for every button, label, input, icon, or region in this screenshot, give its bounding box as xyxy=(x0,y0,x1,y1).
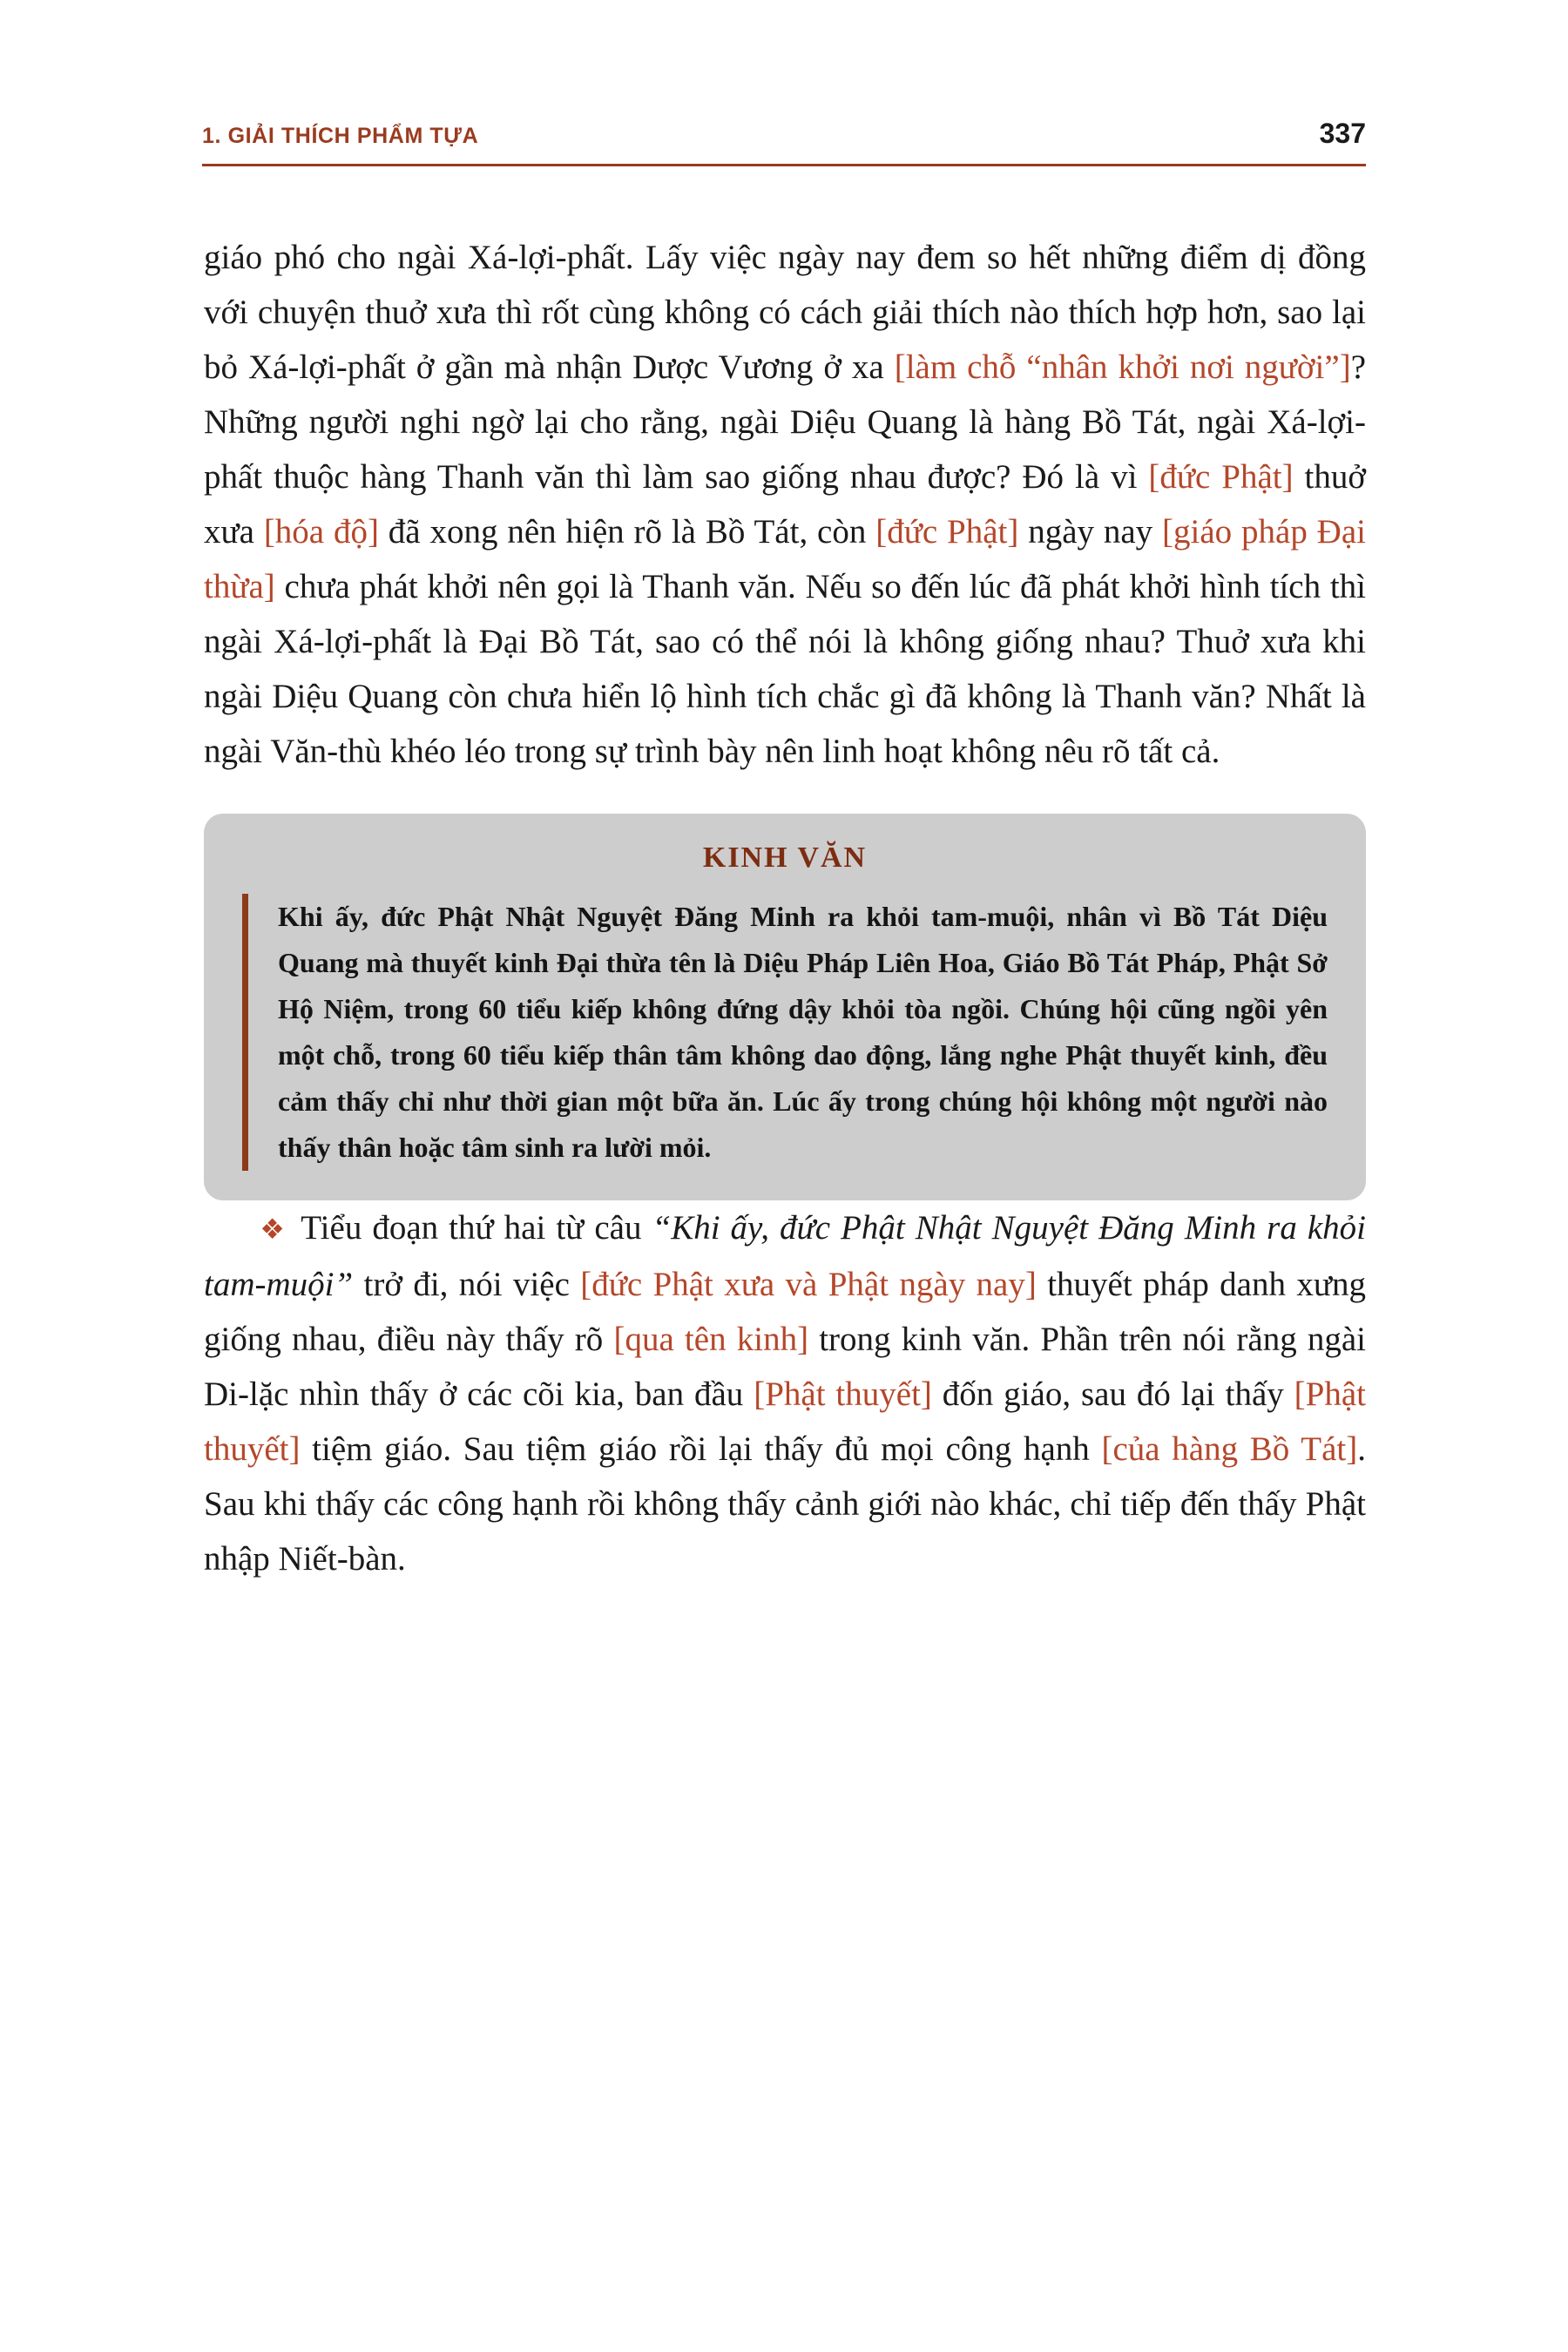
sutra-body-text: Khi ấy, đức Phật Nhật Nguyệt Đăng Minh ra khỏi tam-muội, nhân vì Bồ Tát Diệu Quang mà thuyết kinh Đại thừa tên là Diệu Pháp Liên Hoa, Giáo Bồ Tát Pháp, Phật Sở Hộ Niệm, trong 60 tiểu kiếp không đứng dậy khỏi tòa ngồi. Chúng hội cũng ngồi yên một chỗ, trong 60 tiểu kiếp thân tâm không dao động, lắng nghe Phật thuyết kinh, đều cảm thấy chỉ như thời gian một bữa ăn. Lúc ấy trong chúng hội không một người nào thấy thân hoặc tâm sinh ra lười mỏi. xyxy=(278,901,1328,1163)
para1-bracket-1: [làm chỗ “nhân khởi nơi người”] xyxy=(894,348,1351,386)
para2-bracket-5: [của hàng Bồ Tát] xyxy=(1101,1430,1358,1468)
para2-bracket-1: [đức Phật xưa và Phật ngày nay] xyxy=(580,1266,1037,1303)
para2-seg-m: . Sau khi thấy các công hạnh rồi không thấy cảnh giới nào khác, chỉ tiếp đến thấy Phật nhập Niết-bàn. xyxy=(204,1430,1366,1578)
sutra-box-title: KINH VĂN xyxy=(702,841,868,874)
para2-seg-g: trong kinh văn. Phần trên nói rằng ngài Di-lặc nhìn thấy ở các cõi kia, ban đầu xyxy=(204,1321,1366,1413)
para2-seg-c: trở đi, nói việc xyxy=(353,1266,581,1303)
para1-seg-e: thuở xưa xyxy=(204,458,1366,551)
para2-bracket-2: [qua tên kinh] xyxy=(613,1321,809,1358)
para2-seg-i: đốn giáo, sau đó lại thấy xyxy=(931,1375,1294,1413)
header-divider xyxy=(202,164,1366,166)
page-number: 337 xyxy=(1319,118,1366,149)
sutra-accent-bar xyxy=(242,894,248,1171)
para1-bracket-5: [giáo pháp Đại thừa] xyxy=(204,513,1366,605)
para1-bracket-2: [đức Phật] xyxy=(1148,458,1294,496)
diamond-bullet-icon: ❖ xyxy=(258,1213,287,1245)
para1-seg-a: giáo phó cho ngài Xá-lợi-phất. Lấy việc ngày nay đem so hết những điểm dị đồng với chuyện thuở xưa thì rốt cùng không có cách giải thích nào thích hợp hơn, sao lại bỏ Xá-lợi-phất ở gần mà nhận Dược Vương ở xa xyxy=(204,239,1366,386)
para2-seg-e: thuyết pháp danh xưng giống nhau, điều này thấy rõ xyxy=(204,1266,1366,1358)
para2-quote: “Khi ấy, đức Phật Nhật Nguyệt Đăng Minh ra khỏi tam-muội” xyxy=(204,1209,1367,1303)
para2-bracket-3: [Phật thuyết] xyxy=(754,1375,932,1413)
para1-seg-c: ? Những người nghi ngờ lại cho rằng, ngài Diệu Quang là hàng Bồ Tát, ngài Xá-lợi-phất thuộc hàng Thanh văn thì làm sao giống nhau được? Đó là vì xyxy=(204,348,1366,496)
para1-bracket-4: [đức Phật] xyxy=(875,513,1019,551)
running-head-title: 1. GIẢI THÍCH PHẨM TỰA xyxy=(202,124,479,148)
para1-bracket-3: [hóa độ] xyxy=(263,513,379,551)
para1-seg-g: đã xong nên hiện rõ là Bồ Tát, còn xyxy=(378,513,876,551)
para2-seg-a: Tiểu đoạn thứ hai từ câu xyxy=(301,1209,652,1247)
sutra-quote-box xyxy=(204,814,1366,1200)
page-header xyxy=(202,118,1366,150)
page-content xyxy=(204,230,1366,1586)
para1-seg-i: ngày nay xyxy=(1018,513,1163,551)
para1-seg-k: chưa phát khởi nên gọi là Thanh văn. Nếu so đến lúc đã phát khởi hình tích thì ngài Xá-lợi-phất là Đại Bồ Tát, sao có thể nói là không giống nhau? Thuở xưa khi ngài Diệu Quang còn chưa hiển lộ hình tích chắc gì đã không là Thanh văn? Nhất là ngài Văn-thù khéo léo trong sự trình bày nên linh hoạt không nêu rõ tất cả. xyxy=(204,568,1366,770)
body-paragraph-1 xyxy=(204,230,1366,779)
sutra-body-wrapper xyxy=(242,894,1328,1171)
body-paragraph-2 xyxy=(204,1200,1366,1586)
para2-seg-k: tiệm giáo. Sau tiệm giáo rồi lại thấy đủ mọi công hạnh xyxy=(300,1430,1102,1468)
para2-bracket-4: [Phật thuyết] xyxy=(204,1375,1366,1468)
